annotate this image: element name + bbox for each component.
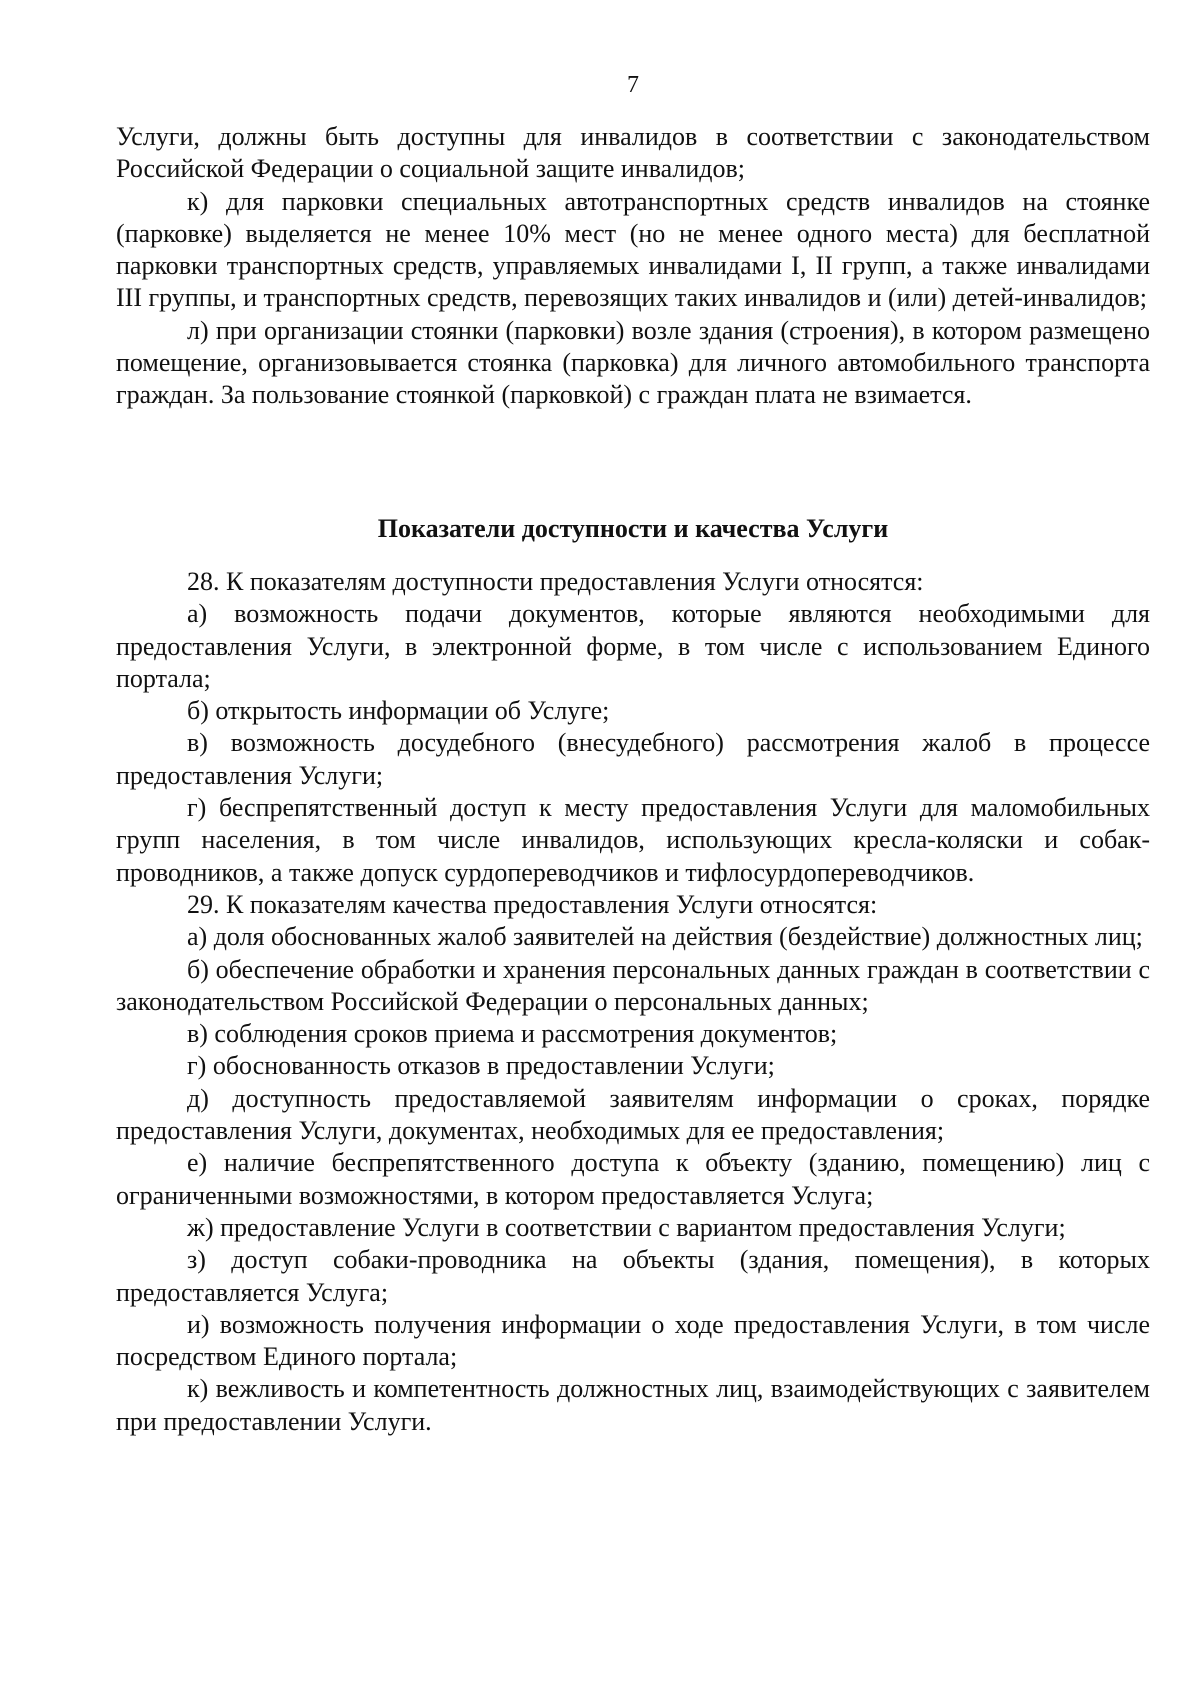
- paragraph-item-k-parking: к) для парковки специальных автотранспортных средств инвалидов на стоянке (парковке) выделяется не менее 10% мест (но не менее одного места) для бесплатной парковки транспортных средств, управляемых инвалидами I, II групп, а также инвалидами III группы, и транспортных средств, перевозящих таких инвалидов и (или) детей-инвалидов;: [116, 186, 1150, 313]
- paragraph-28-v: в) возможность досудебного (внесудебного) рассмотрения жалоб в процессе предоставления Услуги;: [116, 728, 1150, 790]
- paragraph-29-a: а) доля обоснованных жалоб заявителей на действия (бездействие) должностных лиц;: [187, 922, 1143, 952]
- section-heading: Показатели доступности и качества Услуги: [377, 514, 889, 543]
- paragraph-29-k: к) вежливость и компетентность должностных лиц, взаимодействующих с заявителем при предоставлении Услуги.: [116, 1374, 1150, 1436]
- paragraph-28-g: г) беспрепятственный доступ к месту предоставления Услуги для маломобильных групп населения, в том числе инвалидов, использующих кресла-коляски и собак-проводников, а также допуск сурдопереводчиков и тифлосурдопереводчиков.: [116, 793, 1150, 887]
- section-indicators: [116, 566, 1150, 1438]
- paragraph-continuation: Услуги, должны быть доступны для инвалидов в соответствии с законодательством Российской Федерации о социальной защите инвалидов;: [116, 122, 1150, 184]
- paragraph-29-e: е) наличие беспрепятственного доступа к объекту (зданию, помещению) лиц с ограниченными возможностями, в котором предоставляется Услуга;: [116, 1148, 1150, 1210]
- page-number: 7: [627, 72, 639, 98]
- paragraph-29-z: з) доступ собаки-проводника на объекты (здания, помещения), в которых предоставляется Услуга;: [116, 1245, 1150, 1307]
- paragraph-29: 29. К показателям качества предоставления Услуги относятся:: [187, 889, 878, 919]
- paragraph-29-b: б) обеспечение обработки и хранения персональных данных граждан в соответствии с законодательством Российской Федерации о персональных данных;: [116, 954, 1150, 1016]
- paragraph-29-i: и) возможность получения информации о ходе предоставления Услуги, в том числе посредством Единого портала;: [116, 1309, 1150, 1372]
- paragraph-29-v: в) соблюдения сроков приема и рассмотрения документов;: [187, 1019, 838, 1049]
- paragraph-29-d: д) доступность предоставляемой заявителям информации о сроках, порядке предоставления Услуги, документах, необходимых для ее предоставления;: [116, 1083, 1150, 1146]
- section-accessibility-parking: [116, 121, 1150, 412]
- paragraph-29-zh: ж) предоставление Услуги в соответствии с вариантом предоставления Услуги;: [187, 1212, 1066, 1242]
- paragraph-29-g: г) обоснованность отказов в предоставлении Услуги;: [187, 1051, 775, 1081]
- paragraph-28: 28. К показателям доступности предоставления Услуги относятся:: [187, 567, 924, 596]
- paragraph-28-b: б) открытость информации об Услуге;: [187, 696, 610, 726]
- paragraph-28-a: а) возможность подачи документов, которые являются необходимыми для предоставления Услуги, в электронной форме, в том числе с использованием Единого портала;: [116, 599, 1150, 693]
- paragraph-item-l-parking: л) при организации стоянки (парковки) возле здания (строения), в котором размещено помещение, организовывается стоянка (парковка) для личного автомобильного транспорта граждан. За пользование стоянкой (парковкой) с граждан плата не взимается.: [116, 315, 1150, 410]
